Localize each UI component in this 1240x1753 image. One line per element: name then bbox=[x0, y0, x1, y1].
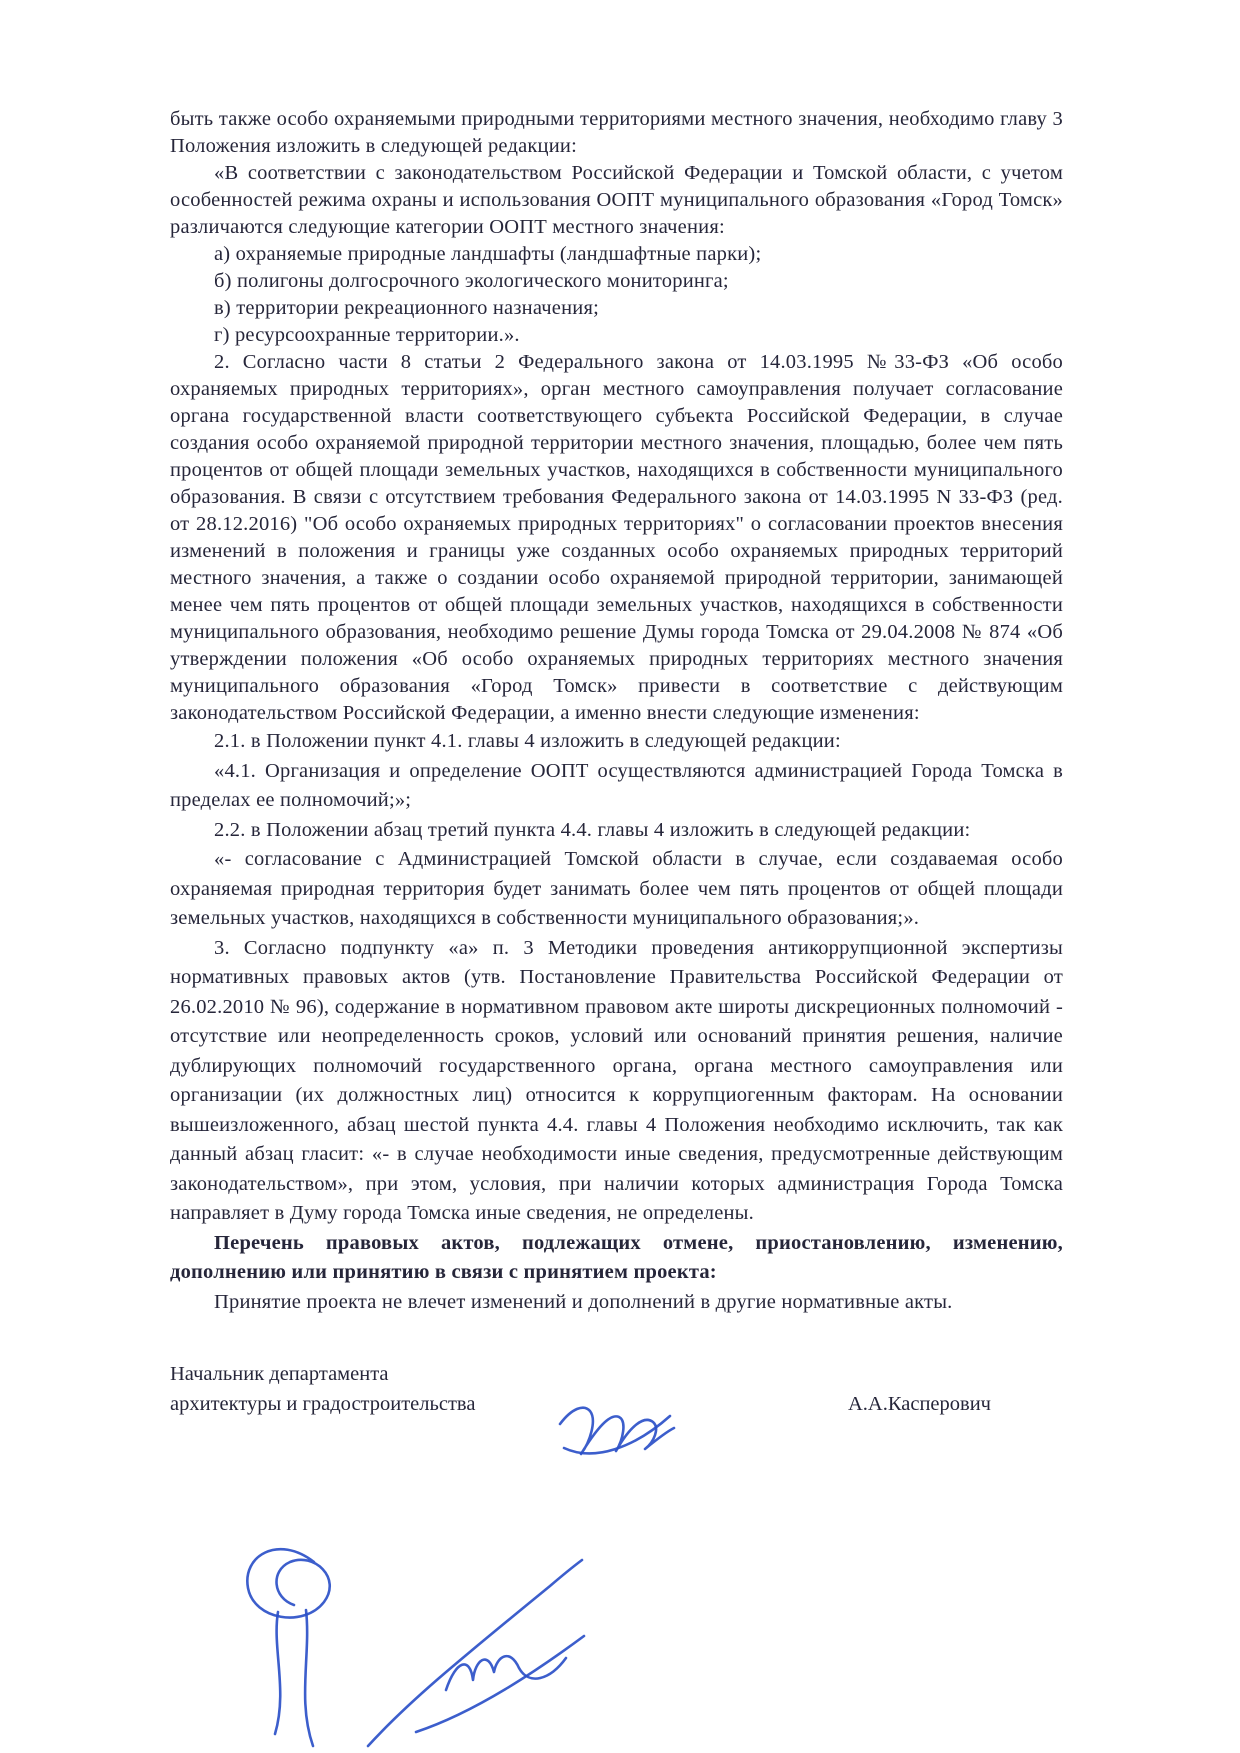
signer-title-line1: Начальник департамента bbox=[170, 1363, 389, 1385]
handwritten-flourish-icon bbox=[218, 1518, 590, 1753]
paragraph-section-3: 3. Согласно подпункту «а» п. 3 Методики проведения антикоррупционной экспертизы нормативных правовых актов (утв. Постановление Правительства Российской Федерации от 26.02.2010 № 96), содержание в нормативном правовом акте широты дискреционных полномочий - отсутствие или неопределенность сроков, условий или оснований принятия решения, наличие дублирующих полномочий государственного органа, органа местного самоуправления или организации (их должностных лиц) относится к коррупциогенным факторам. На основании вышеизложенного, абзац шестой пункта 4.4. главы 4 Положения необходимо исключить, так как данный абзац гласит: «- в случае необходимости иные сведения, предусмотренные действующим законодательством», при этом, условия, при наличии которых администрация Города Томска направляет в Думу города Томска иные сведения, не определены. bbox=[170, 936, 1063, 1224]
list-item-a: а) охраняемые природные ландшафты (ландшафтные парки); bbox=[214, 243, 762, 265]
document-body bbox=[170, 106, 1063, 1419]
signer-name: А.А.Касперович bbox=[848, 1393, 991, 1415]
list-item-g: г) ресурсоохранные территории.». bbox=[214, 324, 520, 346]
paragraph-section-2-1: 2.1. в Положении пункт 4.1. главы 4 изложить в следующей редакции: bbox=[214, 730, 841, 752]
signer-title bbox=[170, 1359, 475, 1419]
paragraph-quote-4-1: «4.1. Организация и определение ООПТ осуществляются администрацией Города Томска в пределах ее полномочий;»; bbox=[170, 759, 1063, 811]
paragraph-quote-intro: «В соответствии с законодательством Российской Федерации и Томской области, с учетом особенностей режима охраны и использования ООПТ муниципального образования «Город Томск» различаются следующие категории ООПТ местного значения: bbox=[170, 162, 1063, 238]
paragraph-continuation: быть также особо охраняемыми природными территориями местного значения, необходимо главу 3 Положения изложить в следующей редакции: bbox=[170, 108, 1063, 157]
list-item-b: б) полигоны долгосрочного экологического мониторинга; bbox=[214, 270, 729, 292]
signer-title-line2: архитектуры и градостроительства bbox=[170, 1393, 476, 1415]
paragraph-section-2-2: 2.2. в Положении абзац третий пункта 4.4. главы 4 изложить в следующей редакции: bbox=[214, 818, 971, 841]
paragraph-quote-4-4: «- согласование с Администрацией Томской области в случае, если создаваемая особо охраняемая природная территория будет занимать более чем пять процентов от общей площади земельных участков, находящихся в собственности муниципального образования;». bbox=[170, 848, 1063, 929]
paragraph-acts-note: Принятие проекта не влечет изменений и дополнений в другие нормативные акты. bbox=[214, 1290, 953, 1313]
signature-block bbox=[170, 1359, 1063, 1419]
list-item-v: в) территории рекреационного назначения; bbox=[214, 297, 599, 319]
paragraph-acts-heading: Перечень правовых актов, подлежащих отмене, приостановлению, изменению, дополнению или принятию в связи с принятием проекта: bbox=[170, 1231, 1063, 1283]
paragraph-section-2: 2. Согласно части 8 статьи 2 Федерального закона от 14.03.1995 №33-ФЗ «Об особо охраняемых природных территориях», орган местного самоуправления получает согласование органа государственной власти соответствующего субъекта Российской Федерации, в случае создания особо охраняемой природной территории местного значения, площадью, более чем пять процентов от общей площади земельных участков, находящихся в собственности муниципального образования. В связи с отсутствием требования Федерального закона от 14.03.1995 N 33-ФЗ (ред. от 28.12.2016) "Об особо охраняемых природных территориях" о согласовании проектов внесения изменений в положения и границы уже созданных особо охраняемых природных территорий местного значения, а также о создании особо охраняемой природной территории, занимающей менее чем пять процентов от общей площади земельных участков, находящихся в собственности муниципального образования, необходимо решение Думы города Томска от 29.04.2008 № 874 «Об утверждении положения «Об особо охраняемых природных территориях местного значения муниципального образования «Город Томск» привести в соответствие с действующим законодательством Российской Федерации, а именно внести следующие изменения: bbox=[170, 351, 1063, 724]
